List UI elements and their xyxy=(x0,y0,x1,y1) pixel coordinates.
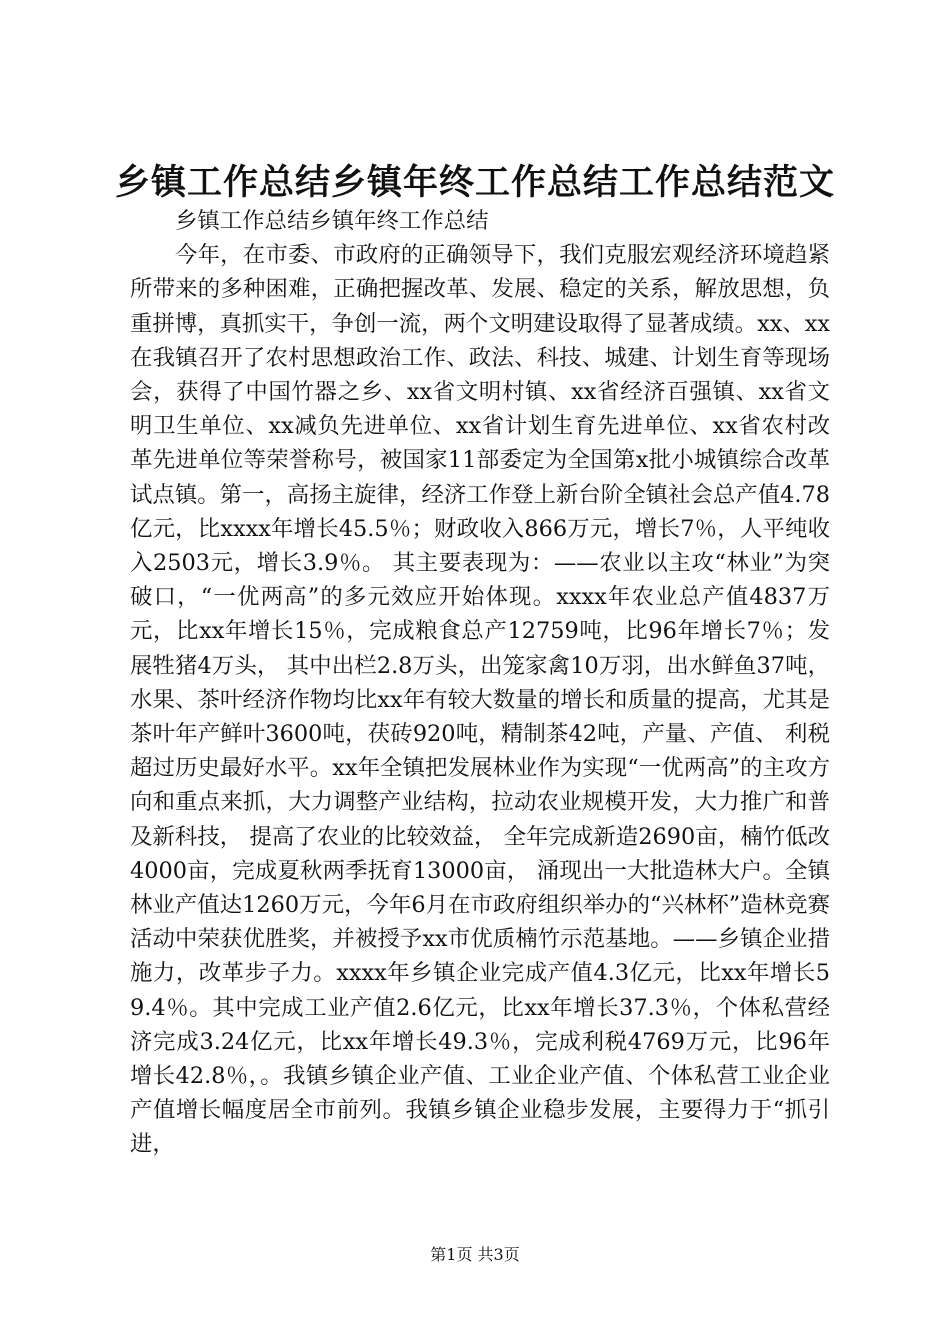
document-title: 乡镇工作总结乡镇年终工作总结工作总结范文 xyxy=(114,163,835,203)
body-paragraph: 今年，在市委、市政府的正确领导下，我们克服宏观经济环境趋紧所带来的多种困难，正确把握改革、发展、稳定的关系，解放思想，负重拼博，真抓实干，争创一流，两个文明建设取得了显著成绩。xx、xx在我镇召开了农村思想政治工作、政法、科技、城建、计划生育等现场会，获得了中国竹器之乡、xx省文明村镇、xx省经济百强镇、xx省文明卫生单位、xx减负先进单位、xx省计划生育先进单位、xx省农村改革先进单位等荣誉称号，被国家11部委定为全国第x批小城镇综合改革试点镇。第一，高扬主旋律，经济工作登上新台阶全镇社会总产值4.78亿元，比xxxx年增长45.5％；财政收入866万元，增长7％，人平纯收入2503元，增长3.9％。 其主要表现为：——农业以主攻“林业”为突破口，“一优两高”的多元效应开始体现。xxxx年农业总产值4837万元，比xx年增长15％，完成粮食总产12759吨，比96年增长7％；发展牲猪4万头， 其中出栏2.8万头，出笼家禽10万羽，出水鲜鱼37吨，水果、茶叶经济作物均比xx年有较大数量的增长和质量的提高，尤其是茶叶年产鲜叶3600吨，茯砖920吨，精制茶42吨，产量、产值、 利税超过历史最好水平。xx年全镇把发展林业作为实现“一优两高”的主攻方向和重点来抓，大力调整产业结构，拉动农业规模开发，大力推广和普及新科技， 提高了农业的比较效益， 全年完成新造2690亩，楠竹低改4000亩，完成夏秋两季抚育13000亩， 涌现出一大批造林大户。全镇林业产值达1260万元，今年6月在市政府组织举办的“兴林杯”造林竞赛活动中荣获优胜奖，并被授予xx市优质楠竹示范基地。——乡镇企业措施力，改革步子力。xxxx年乡镇企业完成产值4.3亿元，比xx年增长59.4％。其中完成工业产值2.6亿元，比xx年增长37.3％，个体私营经济完成3.24亿元，比xx年增长49.3％，完成利税4769万元，比96年增长42.8％，。我镇乡镇企业产值、工业企业产值、个体私营工业企业产值增长幅度居全市前列。我镇乡镇企业稳步发展，主要得力于“抓引进， xyxy=(130,242,830,1158)
page-number-footer: 第1页 共3页 xyxy=(430,1245,520,1264)
document-subtitle: 乡镇工作总结乡镇年终工作总结 xyxy=(175,208,489,234)
document-body xyxy=(130,204,830,1162)
